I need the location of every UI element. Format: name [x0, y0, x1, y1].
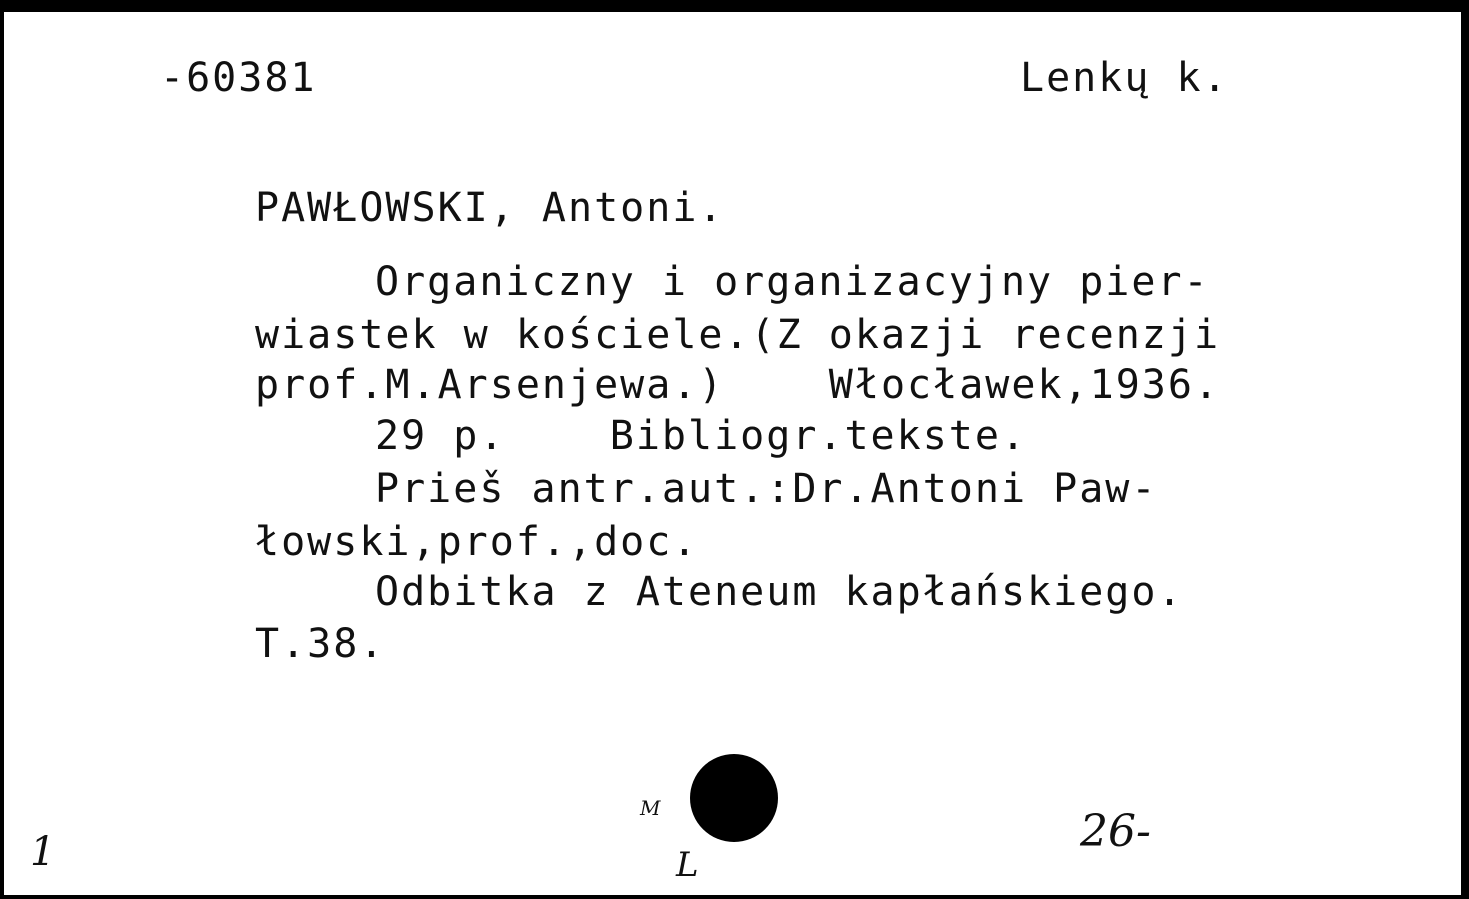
body-line: 29 p. Bibliogr.tekste.	[375, 413, 1028, 459]
body-line: Organiczny i organizacyjny pier-	[375, 259, 1210, 305]
handwritten-mark-l: L	[676, 845, 699, 885]
call-number: -60381	[160, 55, 317, 101]
card-right-edge	[1461, 0, 1469, 899]
author-heading: PAWŁOWSKI, Antoni.	[255, 185, 725, 231]
body-line: Prieš antr.aut.:Dr.Antoni Paw-	[375, 466, 1158, 512]
handwritten-mark-m: M	[640, 796, 661, 820]
handwritten-right-number: 26-	[1080, 806, 1151, 857]
body-line: T.38.	[255, 621, 386, 667]
body-line: łowski,prof.,doc.	[255, 519, 699, 565]
handwritten-left-number: 1	[30, 829, 56, 875]
collection-label: Lenkų k.	[1020, 55, 1229, 101]
punched-hole	[690, 754, 778, 842]
card-left-edge	[0, 0, 4, 899]
body-line: prof.M.Arsenjewa.) Włocławek,1936.	[255, 362, 1221, 408]
body-line: Odbitka z Ateneum kapłańskiego.	[375, 569, 1184, 615]
card-bottom-edge	[0, 895, 1469, 899]
body-line: wiastek w kościele.(Z okazji recenzji	[255, 312, 1221, 358]
card-top-edge	[0, 0, 1469, 12]
